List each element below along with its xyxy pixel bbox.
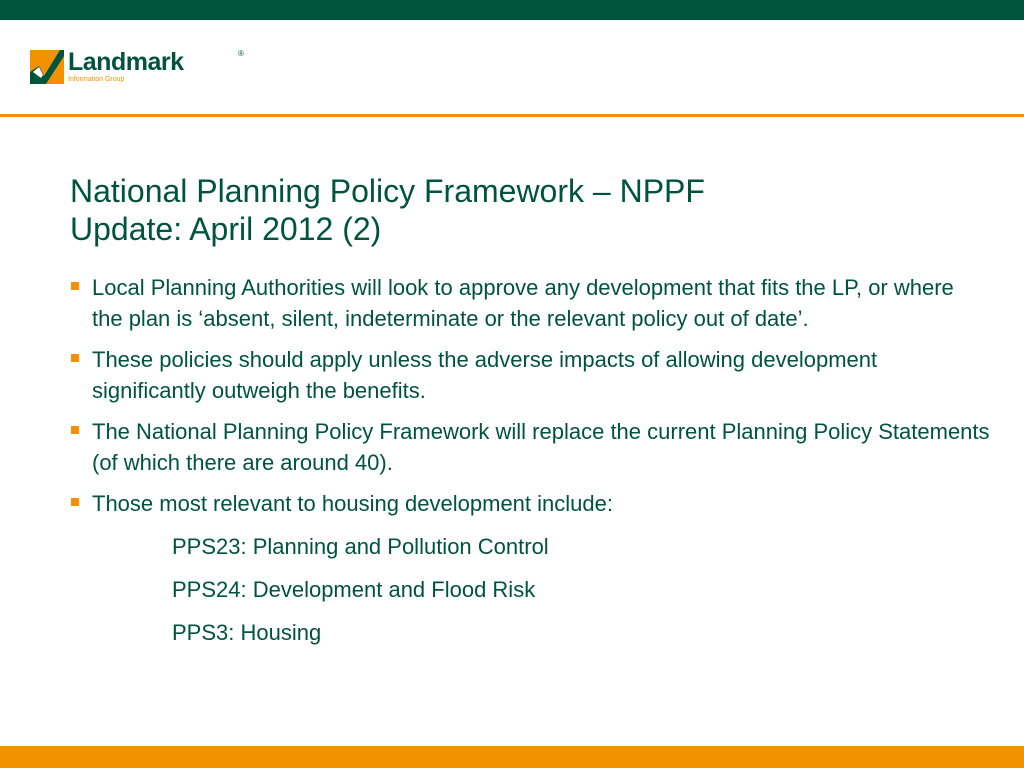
logo-wordmark: Landmark xyxy=(68,48,184,76)
bullet-square-icon xyxy=(71,426,79,434)
bullet-item xyxy=(70,488,990,519)
bullet-list xyxy=(70,272,990,648)
logo-registered-mark: ® xyxy=(238,49,244,58)
top-green-bar xyxy=(0,0,1024,20)
bullet-item xyxy=(70,344,990,406)
bullet-text: Local Planning Authorities will look to approve any development that fits the LP, or where the plan is ‘absent, silent, indeterminate or the relevant policy out of date’. xyxy=(92,275,954,331)
logo-tagline: Information Group xyxy=(68,76,125,83)
bullet-text: These policies should apply unless the adverse impacts of allowing development significantly outweigh the benefits. xyxy=(92,347,878,403)
bullet-square-icon xyxy=(71,498,79,506)
bullet-item xyxy=(70,416,990,478)
bullet-text: Those most relevant to housing development include: xyxy=(92,491,613,516)
landmark-tick-icon xyxy=(30,50,64,84)
header-orange-rule xyxy=(0,114,1024,117)
sub-item-pps24: PPS24: Development and Flood Risk xyxy=(172,577,536,602)
bullet-item xyxy=(70,272,990,334)
bullet-text: The National Planning Policy Framework will replace the current Planning Policy Statements (of which there are around 40). xyxy=(92,419,990,475)
bottom-orange-bar xyxy=(0,746,1024,768)
slide-title-line-1: National Planning Policy Framework – NPPF xyxy=(70,173,705,209)
sub-item-pps23: PPS23: Planning and Pollution Control xyxy=(172,534,549,559)
bullet-square-icon xyxy=(71,282,79,290)
slide-title-line-2: Update: April 2012 (2) xyxy=(70,211,382,247)
bullet-square-icon xyxy=(71,354,79,362)
sub-item-pps3: PPS3: Housing xyxy=(172,620,322,645)
slide-title xyxy=(70,172,705,248)
